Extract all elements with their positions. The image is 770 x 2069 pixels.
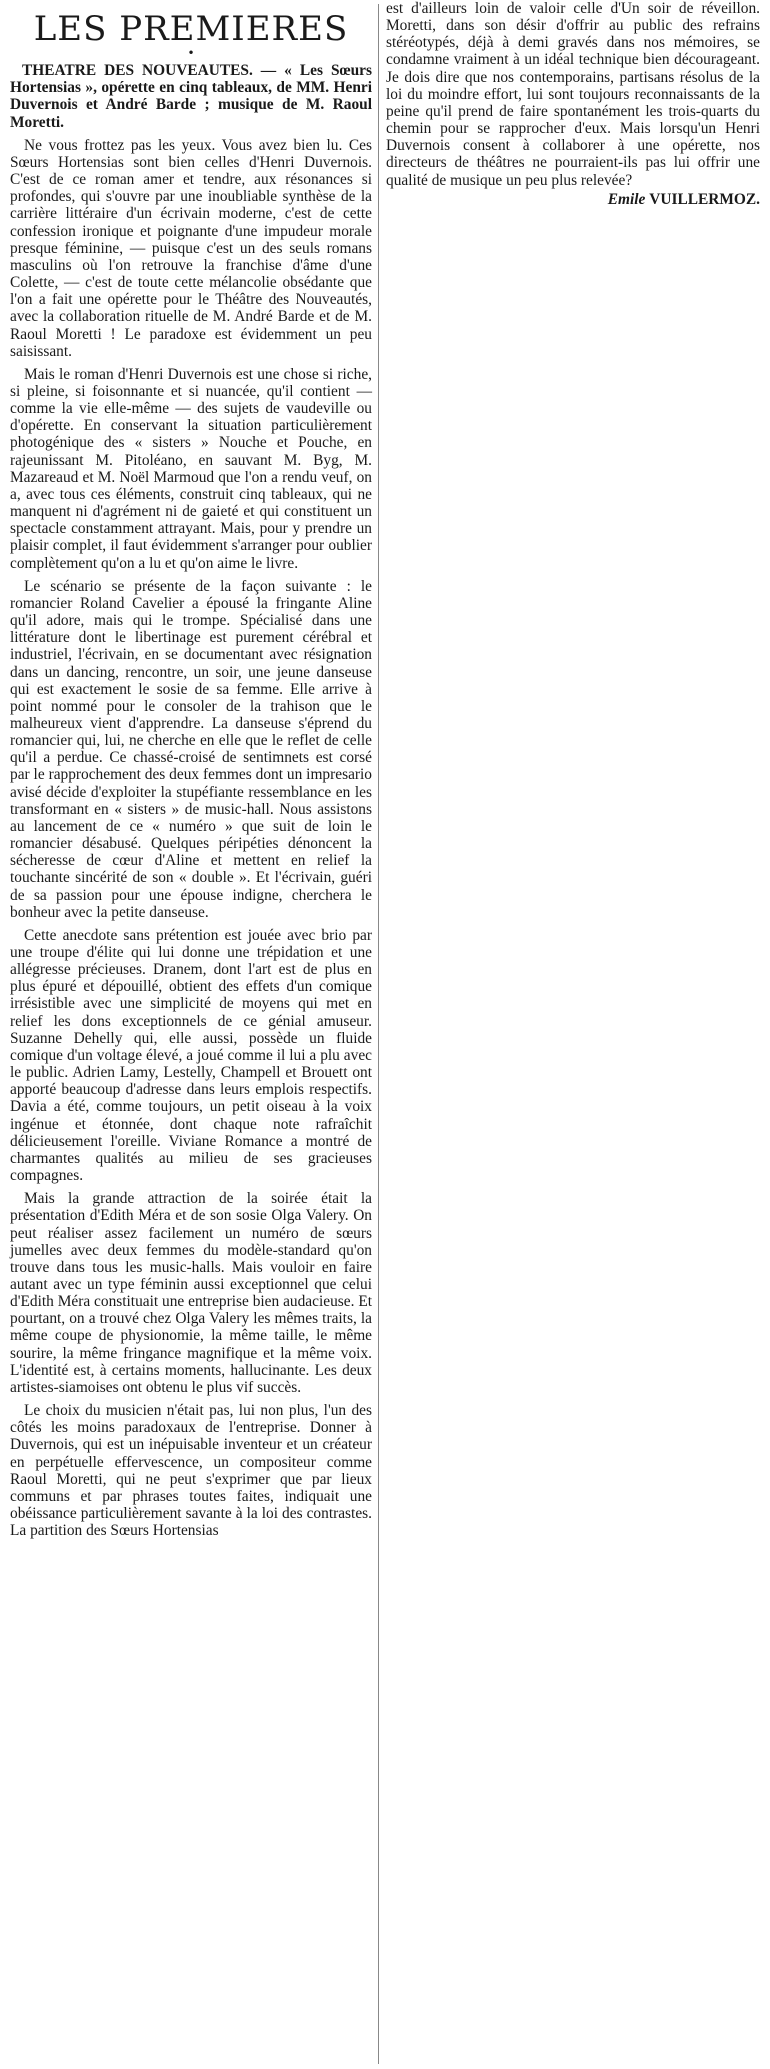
left-column [10, 8, 372, 1539]
column-rule [378, 4, 379, 2064]
byline [386, 191, 760, 208]
paragraph-1: Ne vous frottez pas les yeux. Vous avez bien lu. Ces Sœurs Hortensias sont bien celles d'Henri Duvernois. C'est de ce roman amer et tendre, aux résonances si profondes, qui s'ouvre par une inoubliable synthèse de la carrière littéraire d'un écrivain moderne, c'est de cette confession ironique et poignante d'une impudeur morale presque féminine, — puisque c'est un des seuls romans masculins où l'on retrouve la franchise d'âme d'une Colette, — c'est de toute cette mélancolie obsédante que l'on a fait une opérette pour le Théâtre des Nouveautés, avec la collaboration rituelle de M. André Barde et de M. Raoul Moretti ! Le paradoxe est évidemment un peu saisissant. [10, 136, 372, 360]
paragraph-2: Mais le roman d'Henri Duvernois est une chose si riche, si pleine, si foisonnante et si nuancée, qu'il contient — comme la vie elle-même — des sujets de vaudeville ou d'opérette. En conservant la situation particulièrement photogénique des « sisters » Nouche et Pouche, en rajeunissant M. Pitoléano, en sauvant M. Byg, M. Mazareaud et M. Noël Marmoud que l'on a rendu veuf, on a, avec tous ces éléments, construit cinq tableaux, qui ne manquent ni d'agrément ni de gaieté et qui constituent un spectacle constamment attrayant. Mais, pour y prendre un plaisir complet, il faut évidemment s'arranger pour oublier complètement qu'on a lu et qu'on aime le livre. [10, 365, 372, 572]
headline: LES PREMIERES [33, 9, 349, 49]
byline-last-name: VUILLERMOZ. [649, 190, 760, 208]
right-column [386, 0, 760, 208]
paragraph-3: Le scénario se présente de la façon suivante : le romancier Roland Cavelier a épousé la fringante Aline qu'il adore, mais qui le trompe. Spécialisé dans une littérature dont le libertinage est purement cérébral et industriel, l'écrivain, en se documentant avec résignation dans un dancing, rencontre, un soir, une jeune danseuse qui est exactement le sosie de sa femme. Elle arrive à point nommé pour le consoler de la trahison que le malheureux vient d'apprendre. La danseuse s'éprend du romancier qui, lui, ne cherche en elle que le reflet de celle qu'il a perdue. Ce chassé-croisé de sentimnets est corsé par le rapprochement des deux femmes dont un impresario avisé décide d'exploiter la stupéfiante ressemblance en les transformant en « sisters » de music-hall. Nous assistons au lancement de ce « numéro » que suit de loin le romancier désabusé. Quelques péripéties dénoncent la sécheresse de cœur d'Aline et mettent en relief la touchante sincérité de son « double ». Et l'écrivain, guéri de sa passion pour une épouse indigne, cherchera le bonheur avec la petite danseuse. [10, 577, 372, 921]
paragraph-6: Le choix du musicien n'était pas, lui non plus, l'un des côtés les moins paradoxaux de l'entreprise. Donner à Duvernois, qui est un inépuisable inventeur et un créateur en perpétuelle effervescence, un compositeur comme Raoul Moretti, qui ne peut s'exprimer que par lieux communs et par phrases toutes faites, indiquait une obéissance particulièrement savante à la loi des contrastes. La partition des Sœurs Hortensias [10, 1402, 372, 1540]
paragraph-4: Cette anecdote sans prétention est jouée avec brio par une troupe d'élite qui lui donne une trépidation et une allégresse précieuses. Dranem, dont l'art est de plus en plus épuré et dépouillé, obtient des effets d'un comique irrésistible avec une simplicité de moyens qui met en relief les dons exceptionnels de ce génial amuseur. Suzanne Dehelly qui, elle aussi, possède un fluide comique d'un voltage élevé, a joué comme il lui a plu avec le public. Adrien Lamy, Lestelly, Champell et Brouett ont apporté beaucoup d'adresse dans leurs emplois respectifs. Davia a été, comme toujours, un petit oiseau à la voix ingénue et étonnée, dont chaque note rafraîchit délicieusement l'oreille. Viviane Romance a montré de charmantes qualités au milieu de ses gracieuses compagnes. [10, 926, 372, 1185]
byline-first-name: Emile [607, 190, 646, 208]
article-lede: THEATRE DES NOUVEAUTES. — « Les Sœurs Hortensias », opérette en cinq tableaux, de MM. Henri Duvernois et André Barde ; musique de M. Raoul Moretti. [10, 62, 372, 131]
continuation-paragraph: est d'ailleurs loin de valoir celle d'Un soir de réveillon. Moretti, dans son désir d'offrir au public des refrains stéréotypés, déjà à demi gravés dans nos mémoires, se condamne vraiment à un idéal technique bien décourageant. Je dois dire que nos contemporains, partisans résolus de la loi du moindre effort, lui sont toujours reconnaissants de la peine qu'il prend de faire spontanément les trois-quarts du chemin pour se rapprocher d'eux. Mais lorsqu'un Henri Duvernois consent à collaborer à une opérette, nos directeurs de théâtres ne pourraient-ils pas lui offrir une qualité de musique un peu plus relevée? [386, 0, 760, 189]
paragraph-5: Mais la grande attraction de la soirée était la présentation d'Edith Méra et de son sosie Olga Valery. On peut réaliser assez facilement un numéro de sœurs jumelles avec deux femmes du modèle-standard qu'on trouve dans tous les music-halls. Mais vouloir en faire autant avec un type féminin aussi exceptionnel que celui d'Edith Méra constituait une entreprise bien audacieuse. Et pourtant, on a trouvé chez Olga Valery les mêmes traits, la même coupe de physionomie, la même taille, le même sourire, la même fringance magnifique et la même voix. L'identité est, à certains moments, hallucinante. Les deux artistes-siamoises ont obtenu le plus vif succès. [10, 1190, 372, 1396]
headline-ornament: • [187, 46, 195, 60]
